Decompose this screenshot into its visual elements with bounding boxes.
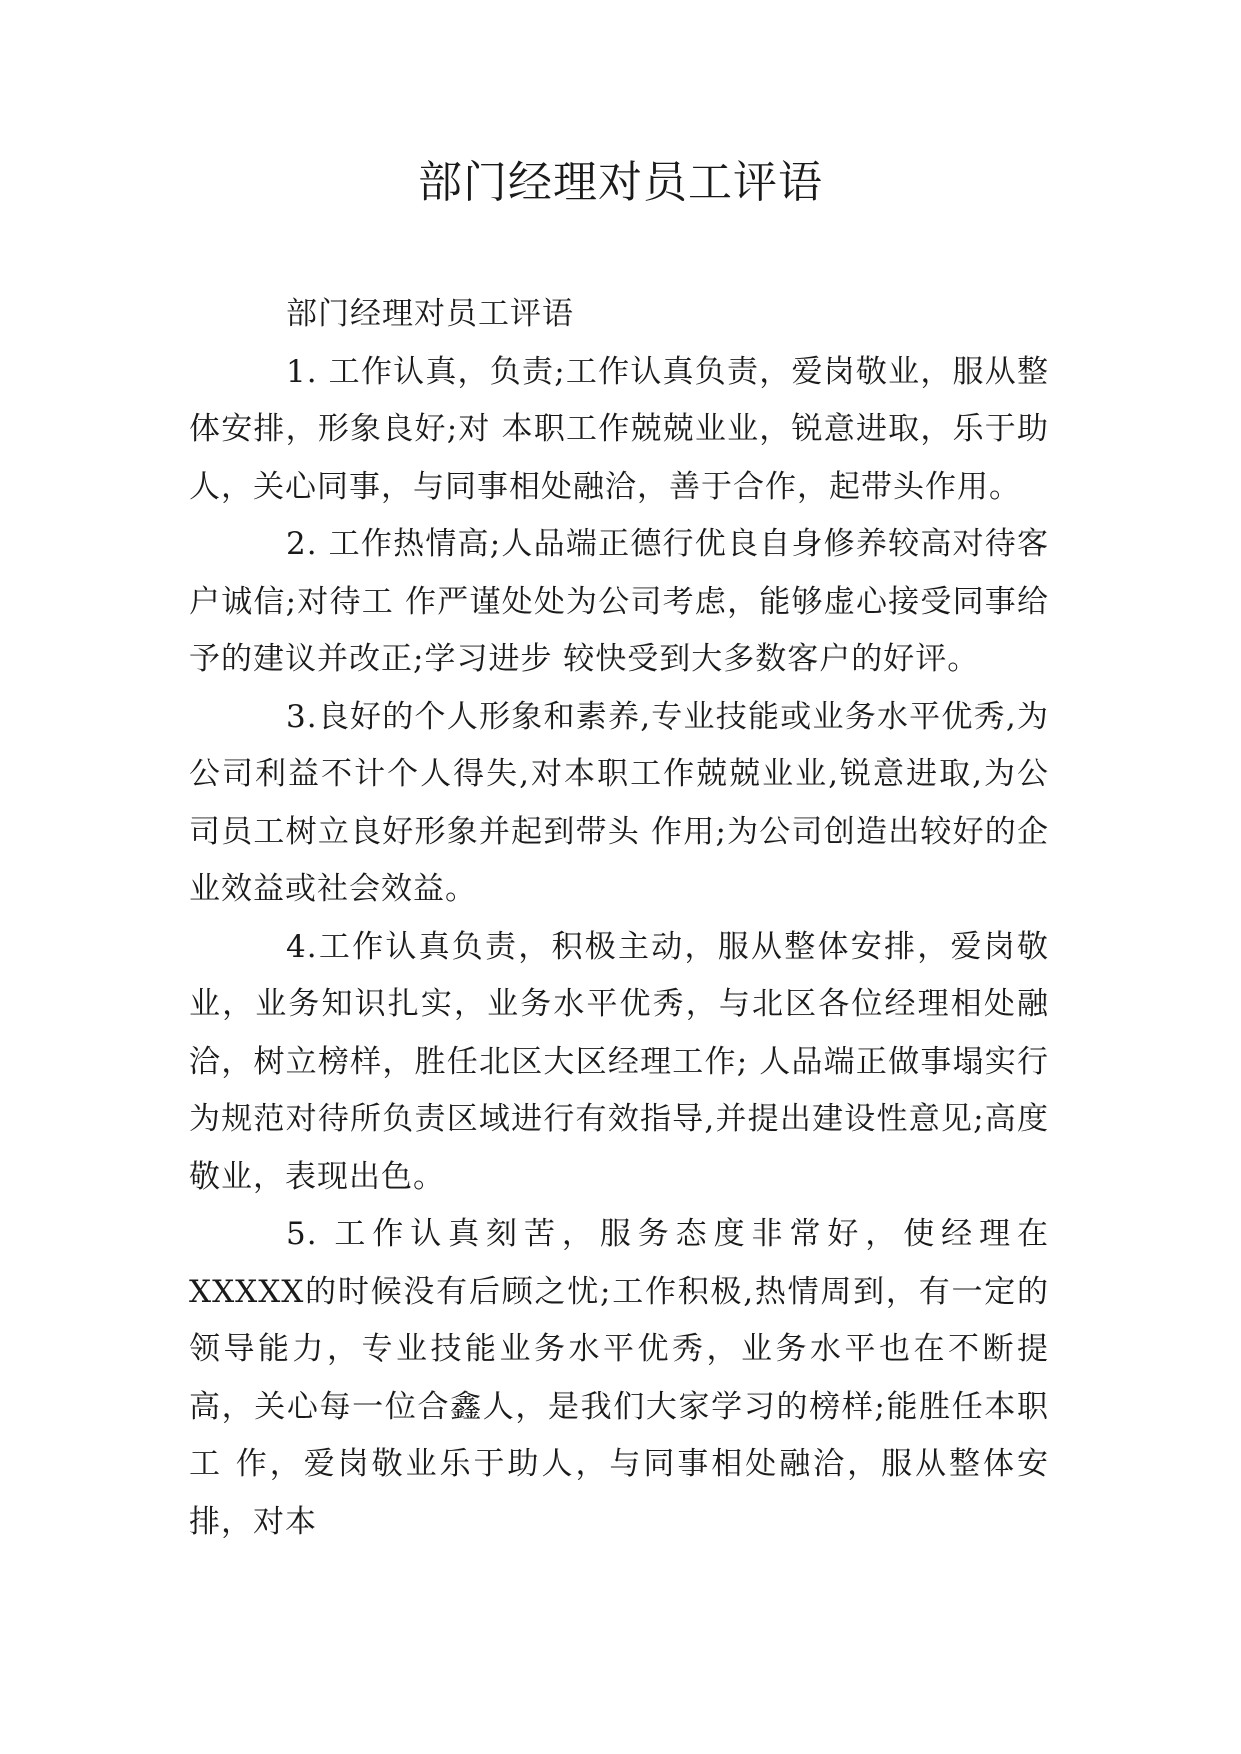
paragraph-4: 4.工作认真负责，积极主动，服从整体安排，爱岗敬业，业务知识扎实，业务水平优秀，与北区各位经理相处融洽，树立榜样，胜任北区大区经理工作; 人品端正做事塌实行为规范对待所负责区域进行有效指导,并提出建设性意见;高度敬业，表现出色。 [189,928,1049,1195]
paragraph-1: 1. 工作认真，负责;工作认真负责，爱岗敬业，服从整体安排，形象良好;对 本职工作兢兢业业，锐意进取，乐于助人，关心同事，与同事相处融洽，善于合作，起带头作用。 [189,353,1049,505]
document-body [189,286,1049,1551]
document-title: 部门经理对员工评语 [418,157,823,208]
paragraph-2: 2. 工作热情高;人品端正德行优良自身修养较高对待客户诚信;对待工 作严谨处处为公司考虑，能够虚心接受同事给予的建议并改正;学习进步 较快受到大多数客户的好评。 [189,526,1049,677]
paragraph-3: 3.良好的个人形象和素养,专业技能或业务水平优秀,为公司利益不计个人得失,对本职工作兢兢业业,锐意进取,为公司员工树立良好形象并起到带头 作用;为公司创造出较好的企业效益或社会效益。 [189,698,1049,907]
paragraph-5: 5. 工作认真刻苦，服务态度非常好，使经理在 XXXXX的时候没有后顾之忧;工作积极,热情周到，有一定的领导能力，专业技能业务水平优秀，业务水平也在不断提高，关心每一位合鑫人，是我们大家学习的榜样;能胜任本职工 作，爱岗敬业乐于助人，与同事相处融洽，服从整体安排，对本 [189,1216,1049,1540]
document-subtitle: 部门经理对员工评语 [286,296,574,332]
